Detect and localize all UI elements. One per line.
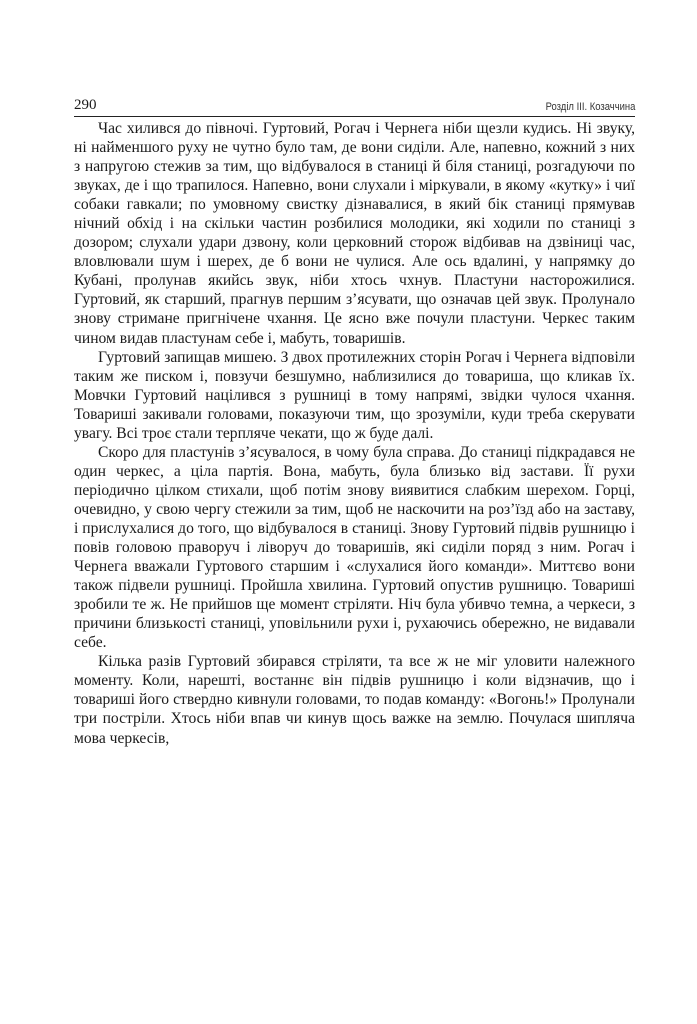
paragraph: Кілька разів Гуртовий збирався стріляти, та все ж не міг уловити належного моменту. Коли, нарешті, востаннє він підвів рушницю і коли відзначив, що і товариші його ствердно кивнули головами, то подав команду: «Вогонь!» Пролунали три постріли. Хтось ніби впав чи кинув щось важке на землю. Почулася шипляча мова черкесів,: [74, 653, 635, 747]
book-page: [74, 92, 635, 748]
page-number: 290: [74, 97, 97, 113]
running-header: [74, 92, 635, 117]
body-text: [74, 119, 635, 748]
paragraph: Час хилився до півночі. Гуртовий, Рогач і Чернега ніби щезли кудись. Ні звуку, ні найменшого руху не чутно було там, де вони сиділи. Але, напевно, кожний з них з напругою стежив за тим, що відбувалося в станиці й біля станиці, розгадуючи по звуках, де і що трапилося. Напевно, вони слухали і міркували, в якому «кутку» і чиї собаки гавкали; по умовному свистку дізнавалися, в який бік станиці прямував нічний обхід і на скільки частин розбилися молодики, які ходили по станиці з дозором; слухали удари дзвону, коли церковний сторож відбивав на дзвіниці час, вловлювали шум і шерех, де б вони не чулися. Але ось вдалині, у напрямку до Кубані, пролунав якийсь звук, ніби хтось чхнув. Пластуни насторожилися. Гуртовий, як старший, прагнув першим з’ясувати, що означав цей звук. Пролунало знову стримане пригнічене чхання. Це ясно вже почули пластуни. Черкес таким чином видав пластунам себе і, мабуть, товаришів.: [74, 120, 635, 347]
paragraph: Скоро для пластунів з’ясувалося, в чому була справа. До станиці підкрадався не один черкес, а ціла партія. Вона, мабуть, була близько від застави. Її рухи періодично цілком стихали, щоб потім знову виявитися слабким шерехом. Горці, очевидно, у свою чергу стежили за тим, щоб не наскочити на роз’їзд або на заставу, і прислухалися до того, що відбувалося в станиці. Знову Гуртовий підвів рушницю і повів головою праворуч і ліворуч до товаришів, які сиділи поряд з ним. Рогач і Чернега вважали Гуртового старшим і «слухалися його команди». Миттєво вони також підвели рушниці. Пройшла хвилина. Гуртовий опустив рушницю. Товариші зробили те ж. Не прийшов ще момент стріляти. Ніч була убивчо темна, а черкеси, з причини близькості станиці, уповільнили рухи і, рухаючись обережно, не видавали себе.: [74, 443, 635, 652]
paragraph: Гуртовий запищав мишею. З двох протилежних сторін Рогач і Чернега відповіли таким же писком і, повзучи безшумно, наблизилися до товариша, що кликав їх. Мовчки Гуртовий націлився з рушниці в тому напрямі, звідки чулося чхання. Товариші закивали головами, показуючи тим, що зрозуміли, куди треба скерувати увагу. Всі троє стали терпляче чекати, що ж буде далі.: [74, 348, 635, 442]
section-title: Розділ ІІІ. Козаччина: [545, 101, 635, 113]
